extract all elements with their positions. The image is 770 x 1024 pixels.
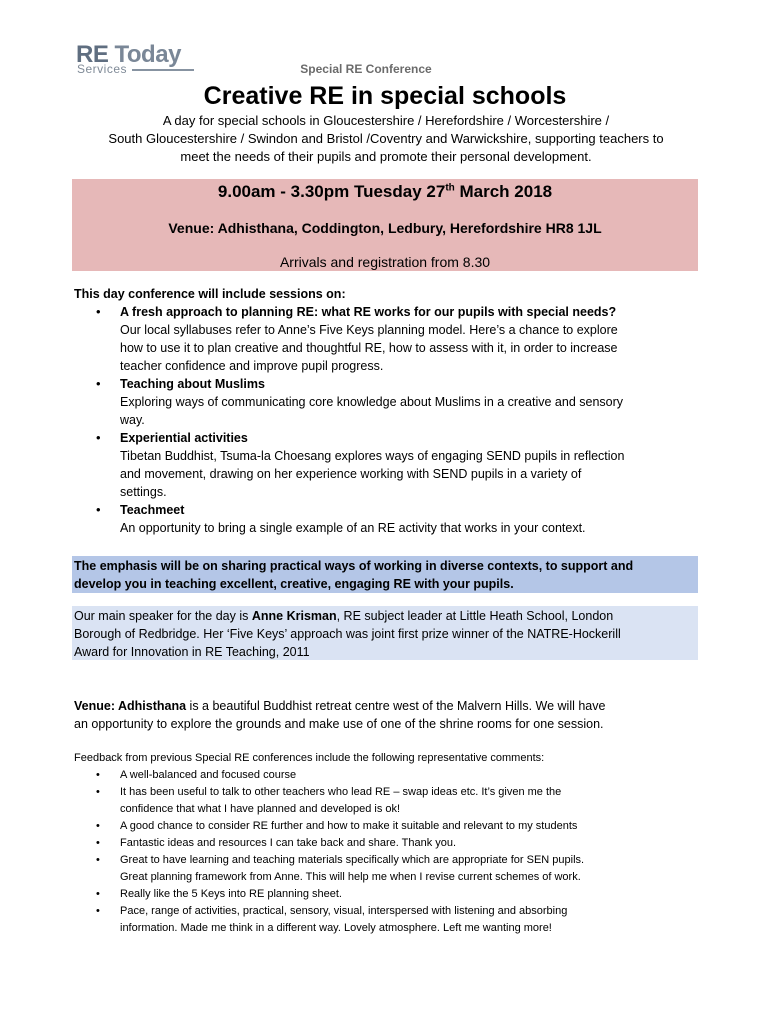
session-item xyxy=(74,501,704,537)
intro-paragraph xyxy=(70,112,702,166)
intro-line: South Gloucestershire / Swindon and Bristol /Coventry and Warwickshire, supporting teachers to xyxy=(108,131,664,146)
feedback-line: • A well-balanced and focused course xyxy=(120,769,297,781)
feedback-item xyxy=(74,784,700,818)
date-month-year: March 2018 xyxy=(454,182,553,201)
venue-description xyxy=(74,697,700,733)
event-venue: Venue: Adhisthana, Coddington, Ledbury, Herefordshire HR8 1JL xyxy=(168,220,602,236)
date-main: 9.00am - 3.30pm Tuesday 27 xyxy=(217,182,446,201)
session-item xyxy=(74,303,704,375)
speaker-name: Anne Krisman xyxy=(251,609,337,623)
sessions-list xyxy=(74,303,704,537)
session-title: • Experiential activities xyxy=(120,431,248,445)
speaker-text xyxy=(74,607,696,661)
feedback-item xyxy=(74,767,700,784)
session-desc-line: Tibetan Buddhist, Tsuma-la Choesang explores ways of engaging SEND pupils in reflection xyxy=(120,449,625,463)
event-date-time xyxy=(72,180,698,204)
session-item xyxy=(74,375,704,429)
feedback-line: information. Made me think in a different way. Lovely atmosphere. Left me wanting more! xyxy=(120,922,552,934)
emphasis-line: develop you in teaching excellent, creative, engaging RE with your pupils. xyxy=(74,577,514,591)
emphasis-text xyxy=(74,557,696,593)
feedback-line: • Pace, range of activities, practical, sensory, visual, interspersed with listening and absorbing xyxy=(120,905,568,917)
feedback-item xyxy=(74,818,700,835)
speaker-line: Borough of Redbridge. Her ‘Five Keys’ approach was joint first prize winner of the NATRE-Hockerill xyxy=(74,627,621,641)
session-desc-line: settings. xyxy=(120,485,167,499)
arrivals-info: Arrivals and registration from 8.30 xyxy=(279,254,491,270)
venue-desc-label: Venue: Adhisthana xyxy=(74,699,187,713)
feedback-line: • A good chance to consider RE further and how to make it suitable and relevant to my students xyxy=(120,820,578,832)
logo-re: RE xyxy=(76,41,109,68)
page-title: Creative RE in special schools xyxy=(203,82,567,110)
feedback-line: • Great to have learning and teaching materials specifically which are appropriate for SEN pupils. xyxy=(120,854,585,866)
intro-line: meet the needs of their pupils and promote their personal development. xyxy=(180,149,592,164)
emphasis-line: The emphasis will be on sharing practical ways of working in diverse contexts, to support and xyxy=(74,559,634,573)
intro-line: A day for special schools in Gloucestershire / Herefordshire / Worcestershire / xyxy=(162,113,610,128)
speaker-line: Award for Innovation in RE Teaching, 2011 xyxy=(74,645,310,659)
feedback-item xyxy=(74,852,700,886)
session-desc-line: how to use it to plan creative and thoughtful RE, how to assess with it, in order to increase xyxy=(120,341,618,355)
feedback-line: Great planning framework from Anne. This will help me when I revise current schemes of work. xyxy=(120,871,581,883)
feedback-item xyxy=(74,886,700,903)
conference-label: Special RE Conference xyxy=(300,62,432,76)
session-desc-line: teacher confidence and improve pupil progress. xyxy=(120,359,384,373)
session-item xyxy=(74,429,704,501)
speaker-line xyxy=(74,607,696,625)
feedback-line: • Fantastic ideas and resources I can take back and share. Thank you. xyxy=(120,837,457,849)
feedback-item xyxy=(74,903,700,937)
feedback-list xyxy=(74,767,700,937)
session-title: • Teachmeet xyxy=(120,503,185,517)
feedback-line: • Really like the 5 Keys into RE planning sheet. xyxy=(120,888,342,900)
session-desc-line: way. xyxy=(120,413,145,427)
venue-desc-text: is a beautiful Buddhist retreat centre west of the Malvern Hills. We will have xyxy=(186,699,606,713)
feedback-item xyxy=(74,835,700,852)
date-suffix-th: th xyxy=(445,182,455,194)
session-title: • A fresh approach to planning RE: what RE works for our pupils with special needs? xyxy=(120,305,617,319)
feedback-line: • It has been useful to talk to other teachers who lead RE – swap ideas etc. It’s given me the xyxy=(120,786,562,798)
logo-services: Services xyxy=(77,62,128,76)
speaker-pre: Our main speaker for the day is xyxy=(74,609,252,623)
venue-desc-line xyxy=(74,697,700,715)
session-desc-line: Exploring ways of communicating core knowledge about Muslims in a creative and sensory xyxy=(120,395,624,409)
venue-desc-line: an opportunity to explore the grounds and make use of one of the shrine rooms for one session. xyxy=(74,717,604,731)
sessions-heading: This day conference will include sessions on: xyxy=(74,287,346,301)
logo-today: Today xyxy=(114,41,181,68)
session-desc-line: and movement, drawing on her experience working with SEND pupils in a variety of xyxy=(120,467,582,481)
session-desc-line: An opportunity to bring a single example of an RE activity that works in your context. xyxy=(120,521,586,535)
session-title: • Teaching about Muslims xyxy=(120,377,265,391)
session-desc-line: Our local syllabuses refer to Anne’s Five Keys planning model. Here’s a chance to explore xyxy=(120,323,618,337)
feedback-line: confidence that what I have planned and developed is ok! xyxy=(120,803,401,815)
feedback-heading: Feedback from previous Special RE conferences include the following representative comments: xyxy=(74,752,545,764)
speaker-post: , RE subject leader at Little Heath School, London xyxy=(336,609,614,623)
